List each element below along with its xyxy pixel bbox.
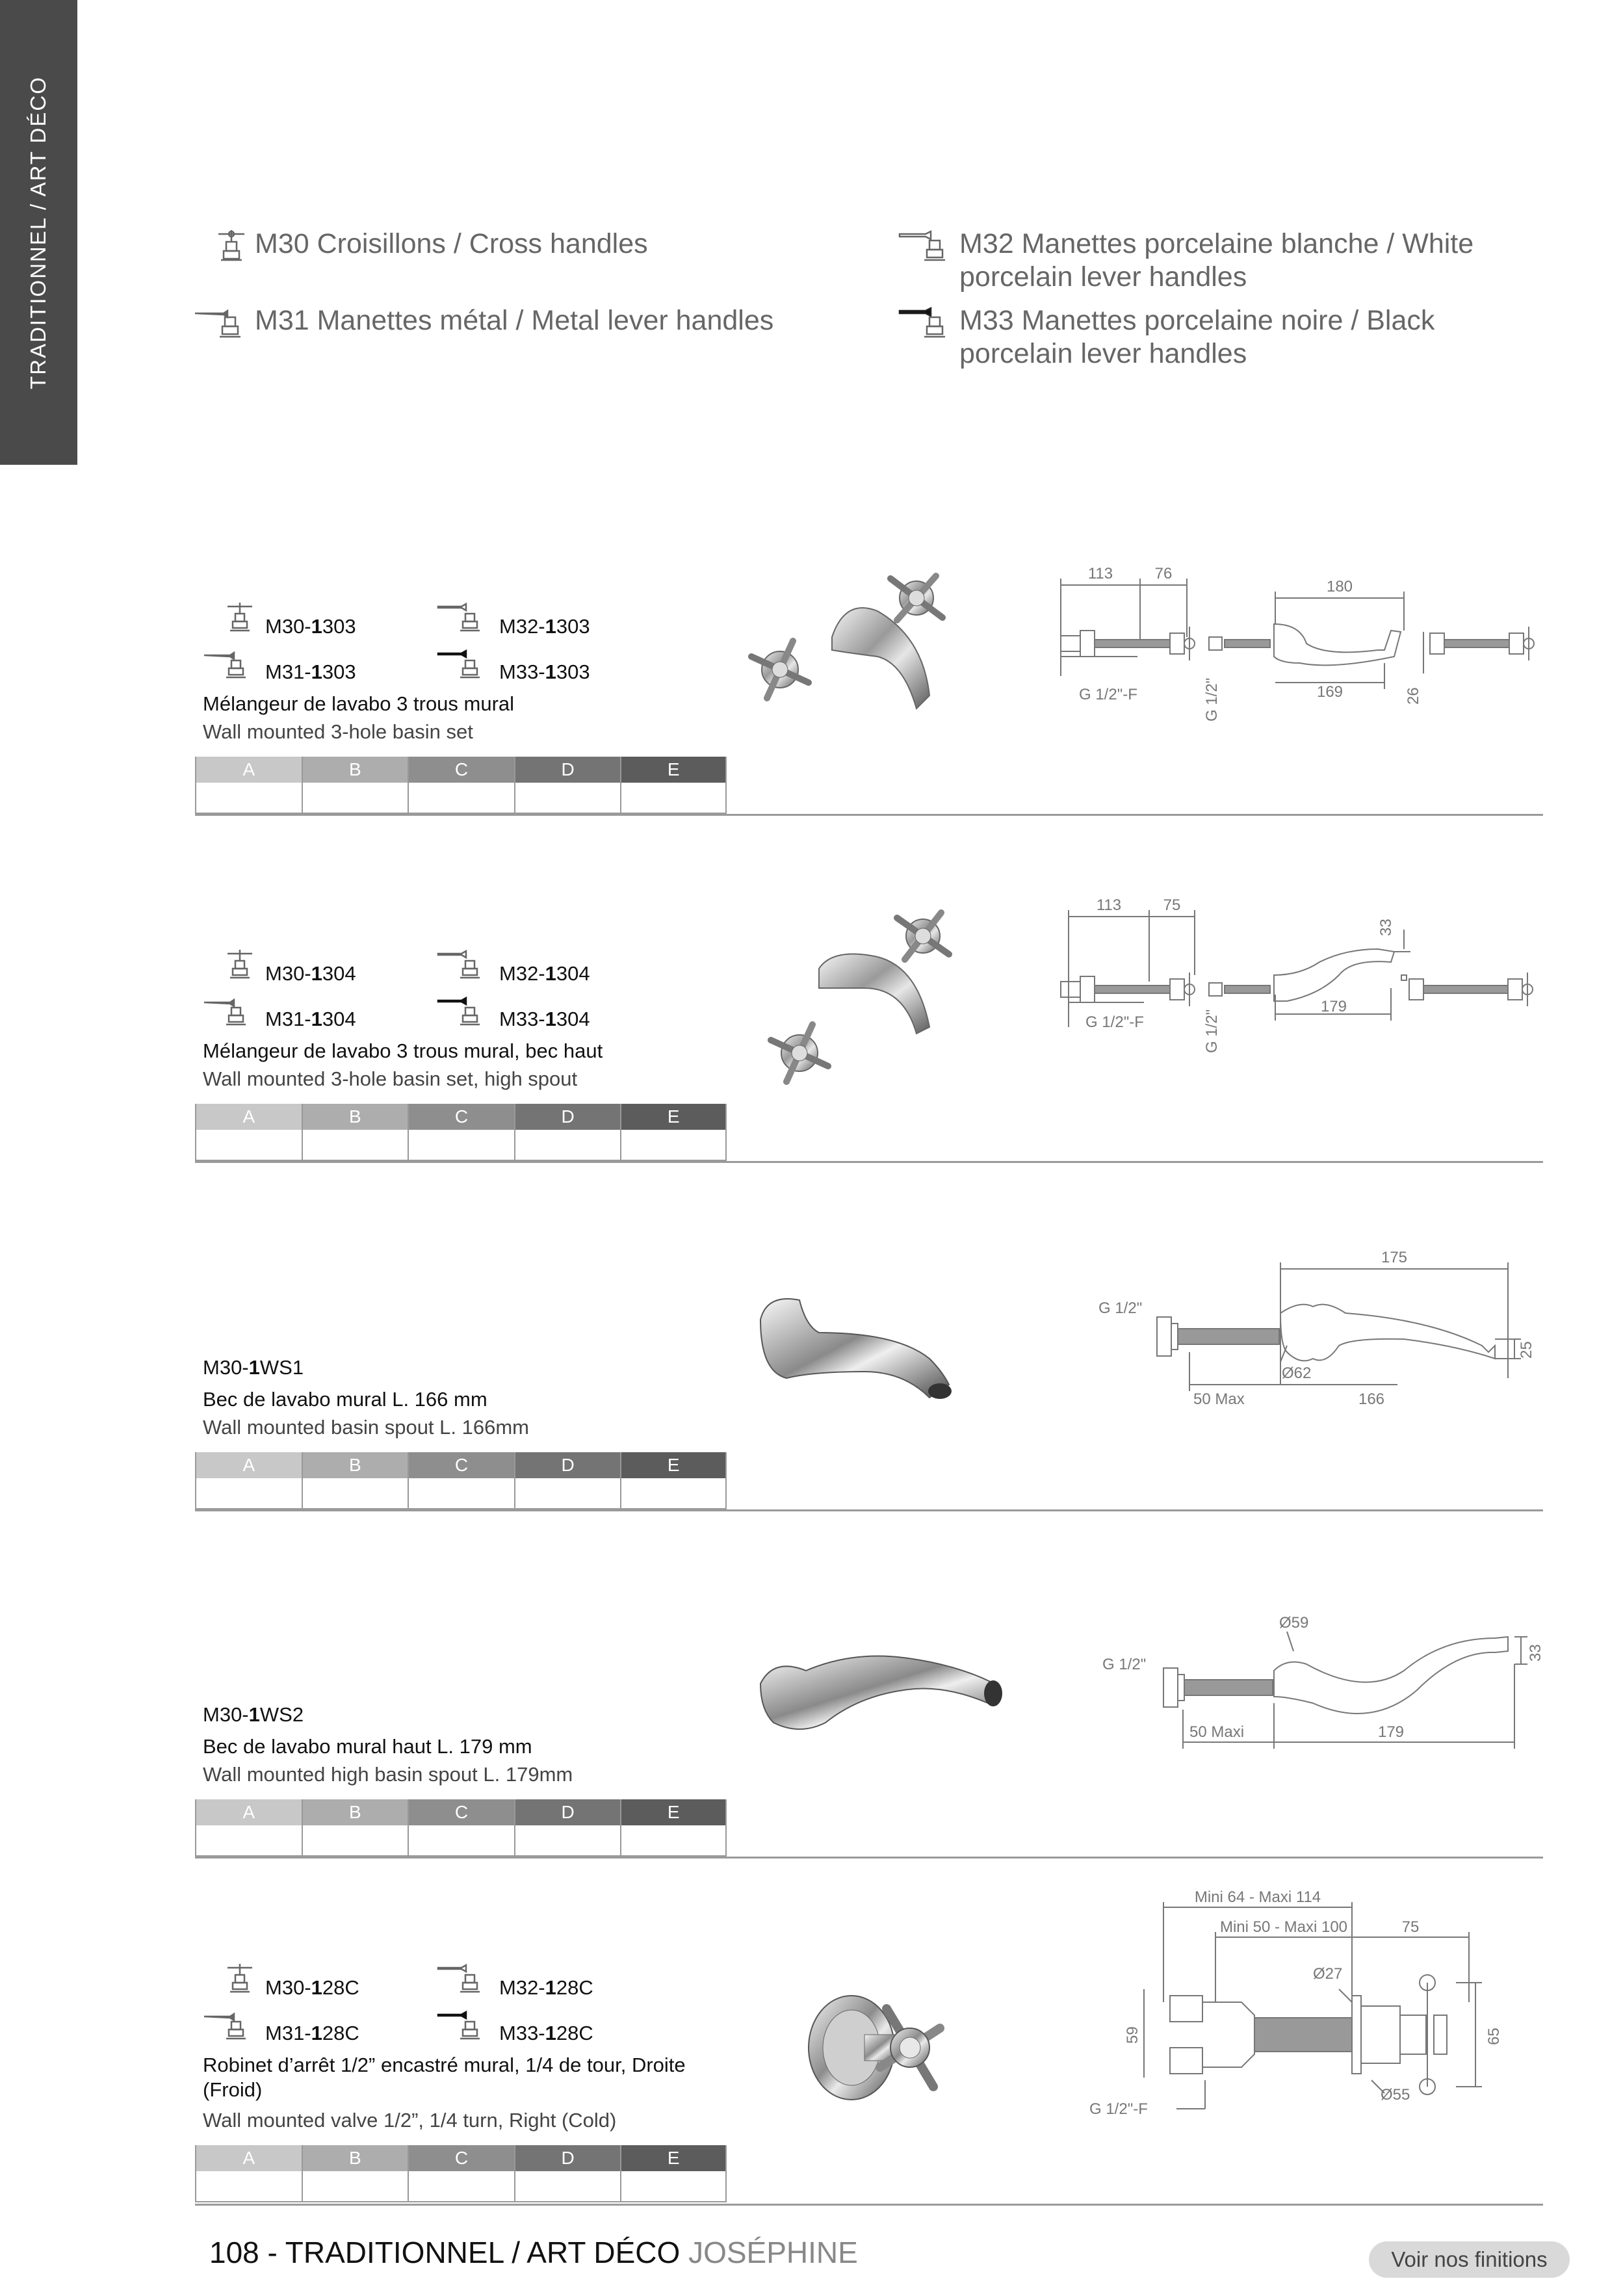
dim-label: Ø62 [1282,1364,1312,1382]
product-code: M32-128C [499,1976,593,1999]
dim-label: 169 [1316,683,1344,701]
dim-label: Ø55 [1381,2086,1410,2104]
finish-col-e [620,2145,727,2202]
technical-drawing [1092,1599,1560,1781]
product-photo [747,1625,1020,1755]
finish-col-label: E [621,757,725,783]
finish-table [195,1452,727,1509]
finish-col-label: A [196,1452,302,1478]
product-code: M31-1303 [265,660,356,683]
dim-label: 33 [1377,919,1395,936]
finish-col-d [514,1452,621,1509]
finish-col-label: E [621,1452,725,1478]
finish-col-label: E [621,2145,725,2171]
dim-label: Mini 64 - Maxi 114 [1194,1888,1321,1906]
finish-col-e [620,1799,727,1857]
dim-label: 25 [1518,1341,1535,1359]
product-photo [747,1274,1007,1417]
side-section-tab [0,0,77,465]
finish-table [195,1799,727,1857]
product-name-fr: Robinet d’arrêt 1/2” encastré mural, 1/4 de tour, Droite (Froid) [203,2054,686,2101]
finish-col-label: B [303,757,408,783]
product-code: M31-1304 [265,1008,356,1030]
section-divider [195,1509,1543,1511]
finish-col-b [302,757,408,814]
dim-label: 179 [1377,1723,1405,1741]
finish-col-label: D [515,2145,621,2171]
finish-col-e [620,1104,727,1161]
product-name-en: Wall mounted basin spout L. 166mm [203,1416,529,1439]
finish-table [195,1104,727,1161]
finish-col-d [514,1104,621,1161]
dim-label: 179 [1320,998,1347,1015]
finish-col-label: D [515,1452,621,1478]
side-tab-label: TRADITIONNEL / ART DÉCO [26,76,50,389]
product-name-en: Wall mounted valve 1/2”, 1/4 turn, Right (Cold) [203,2109,617,2132]
black-lever-icon [435,2009,494,2042]
white-lever-icon [435,601,494,634]
dim-label: 76 [1154,565,1173,582]
product-name-fr: Bec de lavabo mural haut L. 179 mm [203,1735,532,1758]
product-photo [799,1976,955,2119]
collection-name: JOSÉPHINE [688,2236,858,2269]
finish-table [195,2145,727,2202]
product-code: M30-128C [265,1976,359,1999]
page-footer [209,2235,858,2270]
finish-col-a [195,1799,302,1857]
finish-col-a [195,2145,302,2202]
black-lever-icon [897,304,959,341]
product-photo [728,559,1001,728]
section-divider [195,2204,1543,2206]
metal-lever-icon [201,647,260,681]
finish-col-label: B [303,1799,408,1825]
product-code: M31-128C [265,2022,359,2044]
black-lever-icon [435,647,494,681]
metal-lever-icon [192,304,255,341]
dim-label: 180 [1326,578,1353,595]
legend-item-m32 [897,228,1547,299]
finish-col-b [302,1799,408,1857]
cross-handle-icon [218,1962,261,1996]
dim-label: 166 [1358,1390,1385,1408]
dim-label: G 1/2" [1203,677,1221,722]
finish-col-a [195,1452,302,1509]
finish-col-b [302,2145,408,2202]
dim-label: G 1/2"-F [1089,2100,1148,2118]
dim-label: G 1/2"-F [1079,686,1137,703]
finish-col-b [302,1452,408,1509]
product-code: M30-1304 [265,962,356,985]
product-code: M32-1304 [499,962,590,985]
finish-col-c [408,1799,514,1857]
finish-table [195,757,727,814]
legend-text: M30 Croisillons / Cross handles [255,228,648,259]
finish-col-e [620,757,727,814]
finish-col-a [195,1104,302,1161]
dim-label: 75 [1163,897,1181,914]
legend-item-m31 [192,304,875,343]
cross-handle-icon [218,948,261,982]
white-lever-icon [435,948,494,982]
finish-col-label: B [303,1452,408,1478]
dim-label: G 1/2" [1102,1656,1147,1673]
dim-label: 175 [1381,1249,1408,1266]
finish-col-c [408,2145,514,2202]
technical-drawing [1092,1248,1560,1443]
finish-col-label: D [515,1799,621,1825]
product-name-fr: Bec de lavabo mural L. 166 mm [203,1388,487,1411]
dim-label: 113 [1096,897,1122,914]
technical-drawing [1066,1885,1560,2132]
product-name-fr: Mélangeur de lavabo 3 trous mural [203,692,515,715]
dim-label: G 1/2"-F [1085,1013,1144,1031]
dim-label: 33 [1527,1644,1544,1662]
white-lever-icon [897,228,959,264]
dim-label: G 1/2" [1098,1299,1143,1317]
dim-label: Mini 50 - Maxi 100 [1219,1918,1348,1936]
product-photo [741,897,1001,1105]
black-lever-icon [435,995,494,1028]
finish-col-c [408,1452,514,1509]
finish-col-label: C [409,1452,514,1478]
finish-col-d [514,1799,621,1857]
product-name-en: Wall mounted 3-hole basin set [203,720,473,743]
product-code: M30-1WS1 [203,1356,304,1379]
product-code: M33-128C [499,2022,593,2044]
dim-label: G 1/2" [1203,1009,1221,1053]
finish-col-label: A [196,2145,302,2171]
dim-label: 50 Maxi [1189,1723,1245,1741]
view-finishes-button[interactable]: Voir nos finitions [1369,2241,1570,2278]
dim-label: 75 [1401,1918,1420,1936]
product-name-en: Wall mounted 3-hole basin set, high spout [203,1067,578,1090]
product-code: M33-1304 [499,1008,590,1030]
finish-col-e [620,1452,727,1509]
finish-col-label: E [621,1104,725,1130]
finish-col-label: E [621,1799,725,1825]
product-name-fr: Mélangeur de lavabo 3 trous mural, bec haut [203,1039,603,1062]
finish-col-a [195,757,302,814]
section-divider [195,1161,1543,1163]
finish-col-label: C [409,1799,514,1825]
dim-label: 65 [1485,2028,1503,2045]
finish-col-label: C [409,2145,514,2171]
technical-drawing [1040,559,1566,728]
dim-label: 50 Max [1193,1390,1245,1408]
product-code: M33-1303 [499,660,590,683]
section-divider [195,1857,1543,1859]
finish-col-c [408,1104,514,1161]
finish-col-label: C [409,1104,514,1130]
legend-text: M32 Manettes porcelaine blanche / White porcelain lever handles [959,228,1474,293]
legend-text: M33 Manettes porcelaine noire / Black porcelain lever handles [959,305,1435,369]
product-name-en: Wall mounted high basin spout L. 179mm [203,1763,573,1786]
dim-label: Ø59 [1279,1614,1309,1632]
dim-label: 59 [1124,2026,1141,2044]
legend-item-m30 [208,228,858,267]
page-number-title: 108 - TRADITIONNEL / ART DÉCO [209,2236,681,2269]
product-code: M32-1303 [499,615,590,638]
legend-item-m33 [897,304,1547,376]
finish-col-c [408,757,514,814]
finish-col-label: B [303,1104,408,1130]
finish-col-label: A [196,1104,302,1130]
section-divider [195,814,1543,816]
finish-col-label: B [303,2145,408,2171]
finish-col-label: D [515,757,621,783]
finish-col-d [514,757,621,814]
finish-col-label: C [409,757,514,783]
metal-lever-icon [201,995,260,1028]
dim-label: 26 [1405,687,1422,705]
cross-handle-icon [208,228,255,264]
metal-lever-icon [201,2009,260,2042]
dim-label: 113 [1087,565,1113,582]
finish-col-b [302,1104,408,1161]
finish-col-label: A [196,1799,302,1825]
product-code: M30-1WS2 [203,1703,304,1726]
finish-col-label: D [515,1104,621,1130]
product-code: M30-1303 [265,615,356,638]
white-lever-icon [435,1962,494,1996]
finish-col-d [514,2145,621,2202]
cross-handle-icon [218,601,261,634]
legend-text: M31 Manettes métal / Metal lever handles [255,305,774,336]
dim-label: Ø27 [1313,1965,1343,1983]
finish-col-label: A [196,757,302,783]
technical-drawing [1040,897,1566,1066]
